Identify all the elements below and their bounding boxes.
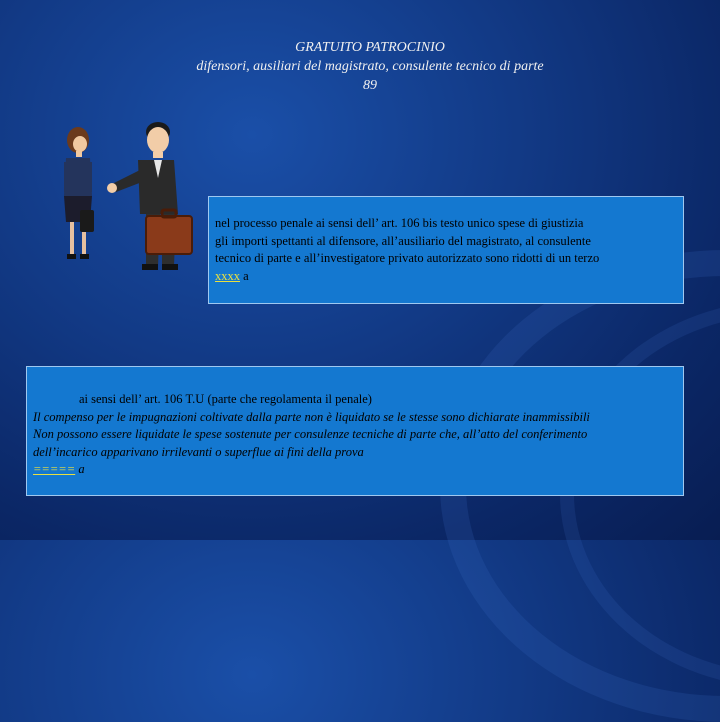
slide-title: GRATUITO PATROCINIO [295,40,445,55]
text-line: gli importi spettanti al difensore, all’ausiliario del magistrato, al consulente [215,233,591,248]
content-box-article-106 [26,366,684,496]
after-link-text: a [75,462,85,476]
text-line: Non possono essere liquidate le spese sostenute per consulenze tecniche di parte che, all’atto del conferimento [33,427,588,441]
man-figure [107,122,192,270]
hyperlink[interactable]: xxxx [215,268,240,283]
content-box-penal-reduction [208,196,684,304]
box-heading: ai sensi dell’ art. 106 T.U (parte che regolamenta il penale) [79,392,372,406]
text-line: dell’incarico apparivano irrilevanti o superflue ai fini della prova [33,444,364,459]
slide-header [0,38,720,95]
handshake-clipart [50,118,210,278]
text-line [215,268,677,286]
text-line [33,461,677,479]
after-link-text: a [240,268,249,283]
text-line: tecnico di parte e all’investigatore privato autorizzato sono ridotti di un terzo [215,251,600,265]
hyperlink[interactable]: ===== [33,462,76,476]
text-line: Il compenso per le impugnazioni coltivate dalla parte non è liquidato se le stesse sono dichiarate inammissibili [33,409,590,424]
slide-subtitle: difensori, ausiliari del magistrato, consulente tecnico di parte [196,59,544,74]
page-number: 89 [363,78,377,93]
text-line: nel processo penale ai sensi dell’ art. 106 bis testo unico spese di giustizia [215,216,584,230]
woman-figure [64,127,94,259]
